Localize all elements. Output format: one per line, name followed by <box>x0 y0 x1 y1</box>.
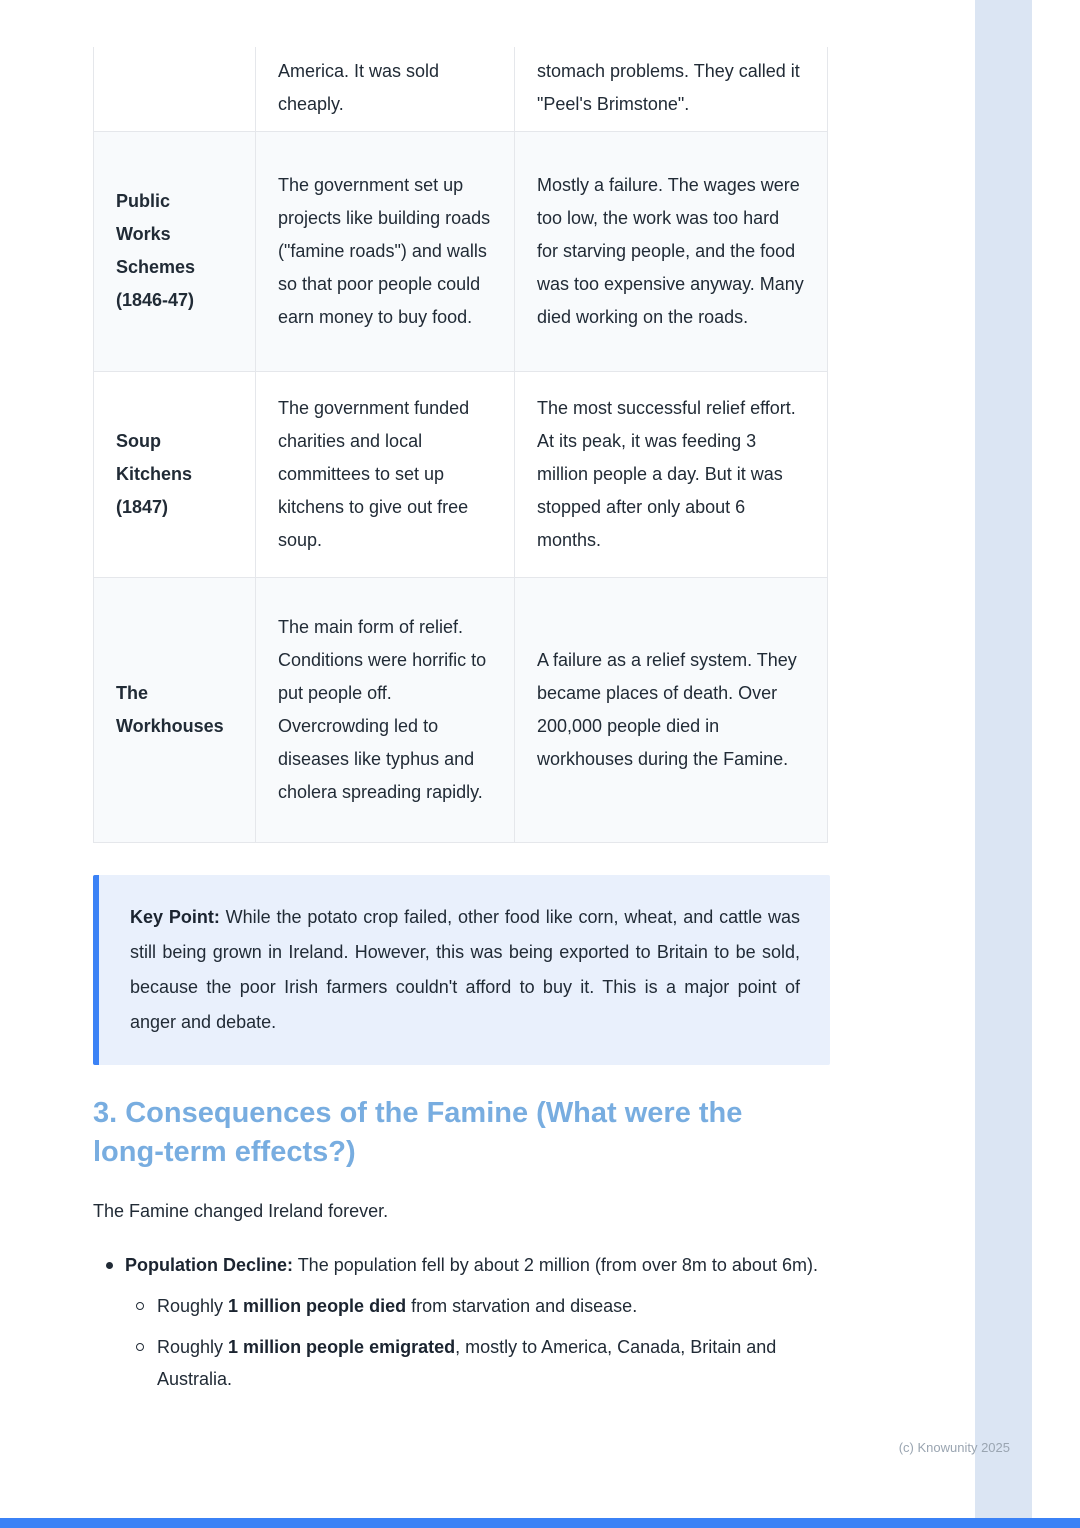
callout-body: While the potato crop failed, other food like corn, wheat, and cattle was still being grown in Ireland. However, this was being exported to Britain to be sold, because the poor Irish farmers couldn't afford to buy it. This is a major point of anger and debate. <box>130 907 800 1032</box>
table-cell-description: The main form of relief. Conditions were horrific to put people off. Overcrowding led to diseases like typhus and cholera spreading rapidly. <box>256 577 515 842</box>
table-cell-title <box>94 47 256 131</box>
sub-item-suffix: from starvation and disease. <box>406 1296 638 1316</box>
section-intro: The Famine changed Ireland forever. <box>93 1201 389 1221</box>
table-row-workhouses <box>94 577 828 842</box>
circle-bullet-icon <box>136 1302 144 1310</box>
sub-list-item-died <box>93 1290 835 1322</box>
sub-item-suffix: , mostly to America, Canada, Britain and Australia. <box>157 1337 777 1389</box>
sub-item-bold: 1 million people died <box>228 1296 407 1316</box>
sub-list-item-emigrated <box>93 1331 835 1395</box>
sub-item-prefix: Roughly <box>157 1296 229 1316</box>
table-cell-description: America. It was sold cheaply. <box>256 47 515 131</box>
callout-text <box>130 900 800 1040</box>
sub-list-item-text <box>157 1331 802 1395</box>
table-row-partial <box>94 47 828 131</box>
table-cell-title: Soup Kitchens (1847) <box>94 371 256 577</box>
table-cell-outcome: The most successful relief effort. At its peak, it was feeding 3 million people a day. But it was stopped after only about 6 months. <box>515 371 828 577</box>
table-cell-title: The Workhouses <box>94 577 256 842</box>
disc-bullet-icon <box>106 1262 113 1269</box>
bottom-accent-bar <box>0 1518 1080 1528</box>
table-cell-title: Public Works Schemes (1846-47) <box>94 131 256 371</box>
callout-label: Key Point: <box>130 907 220 927</box>
table-row-public-works <box>94 131 828 371</box>
table-cell-outcome: stomach problems. They called it "Peel's Brimstone". <box>515 47 828 131</box>
list-item-text <box>125 1249 835 1281</box>
circle-bullet-icon <box>136 1343 144 1351</box>
sub-list-item-text <box>157 1290 802 1322</box>
relief-efforts-table <box>93 47 828 843</box>
table-row-soup-kitchens <box>94 371 828 577</box>
table-cell-description: The government set up projects like building roads ("famine roads") and walls so that poor people could earn money to buy food. <box>256 131 515 371</box>
section-heading: 3. Consequences of the Famine (What were the long-term effects?) <box>93 1097 743 1168</box>
list-item-bold: Population Decline: <box>125 1255 294 1275</box>
consequences-list <box>93 1249 835 1395</box>
list-item-rest: The population fell by about 2 million (from over 8m to about 6m). <box>293 1255 818 1275</box>
sub-item-bold: 1 million people emigrated <box>228 1337 456 1357</box>
table-cell-outcome: Mostly a failure. The wages were too low, the work was too hard for starving people, and the food was too expensive anyway. Many died working on the roads. <box>515 131 828 371</box>
key-point-callout <box>93 875 830 1065</box>
table-cell-outcome: A failure as a relief system. They became places of death. Over 200,000 people died in workhouses during the Famine. <box>515 577 828 842</box>
copyright-notice: (c) Knowunity 2025 <box>898 1440 1010 1455</box>
page-side-strip <box>975 0 1032 1528</box>
list-item-population-decline <box>93 1249 835 1281</box>
table-cell-description: The government funded charities and local committees to set up kitchens to give out free soup. <box>256 371 515 577</box>
sub-item-prefix: Roughly <box>157 1337 229 1357</box>
